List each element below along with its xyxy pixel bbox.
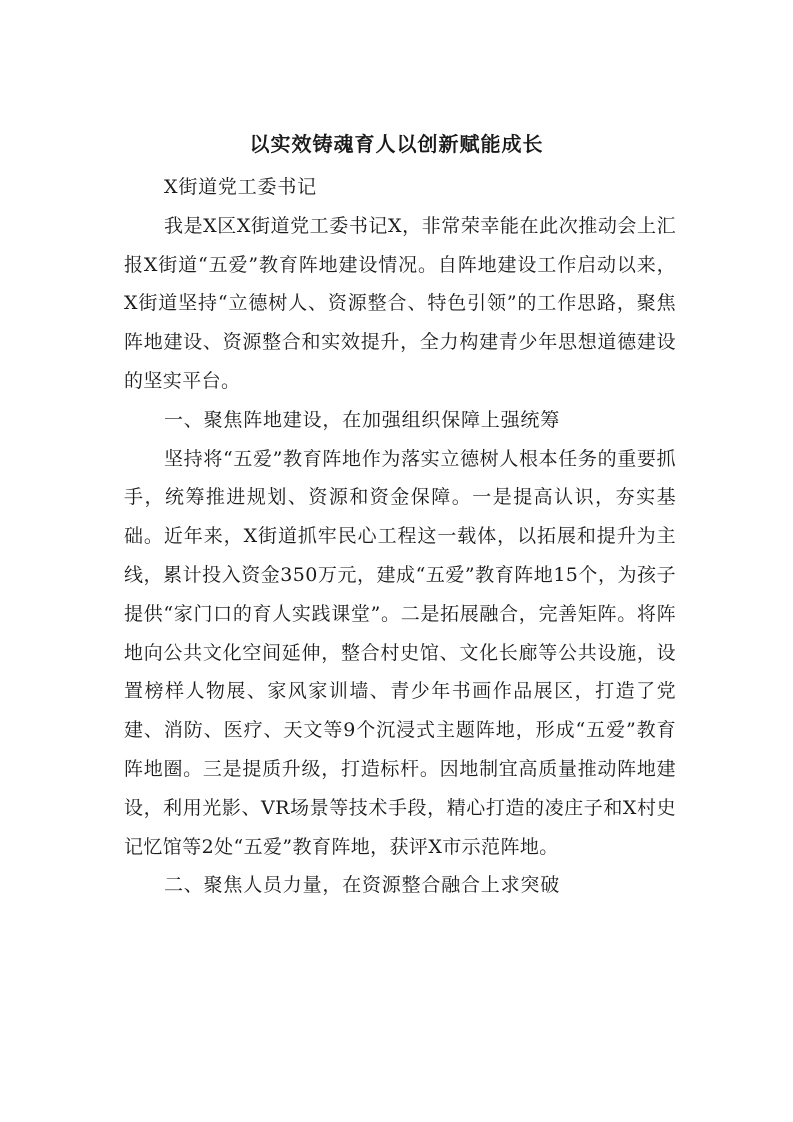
author-line: X街道党工委书记 bbox=[164, 176, 317, 198]
section-heading-1: 一、聚焦阵地建设，在加强组织保障上强统筹 bbox=[164, 408, 561, 431]
paragraph-intro: 我是X区X街道党工委书记X，非常荣幸能在此次推动会上汇报X街道“五爱”教育阵地建设情况。自阵地建设工作启动以来，X街道坚持“立德树人、资源整合、特色引领”的工作思路，聚焦阵地建设、资源整合和实效提升，全力构建青少年思想道德建设的坚实平台。 bbox=[124, 214, 676, 392]
page-title: 以实效铸魂育人以创新赋能成长 bbox=[249, 132, 544, 156]
document-body bbox=[124, 168, 676, 905]
paragraph-section-1: 坚持将“五爱”教育阵地作为落实立德树人根本任务的重要抓手，统筹推进规划、资源和资金保障。一是提高认识，夯实基础。近年来，X街道抓牢民心工程这一载体，以拓展和提升为主线，累计投入资金350万元，建成“五爱”教育阵地15个，为孩子提供“家门口的育人实践课堂”。二是拓展融合，完善矩阵。将阵地向公共文化空间延伸，整合村史馆、文化长廊等公共设施，设置榜样人物展、家风家训墙、青少年书画作品展区，打造了党建、消防、医疗、天文等9个沉浸式主题阵地，形成“五爱”教育阵地圈。三是提质升级，打造标杆。因地制宜高质量推动阵地建设，利用光影、VR场景等技术手段，精心打造的凌庄子和X村史记忆馆等2处“五爱”教育阵地，获评X市示范阵地。 bbox=[124, 447, 676, 858]
section-heading-2: 二、聚焦人员力量，在资源整合融合上求突破 bbox=[164, 874, 561, 897]
